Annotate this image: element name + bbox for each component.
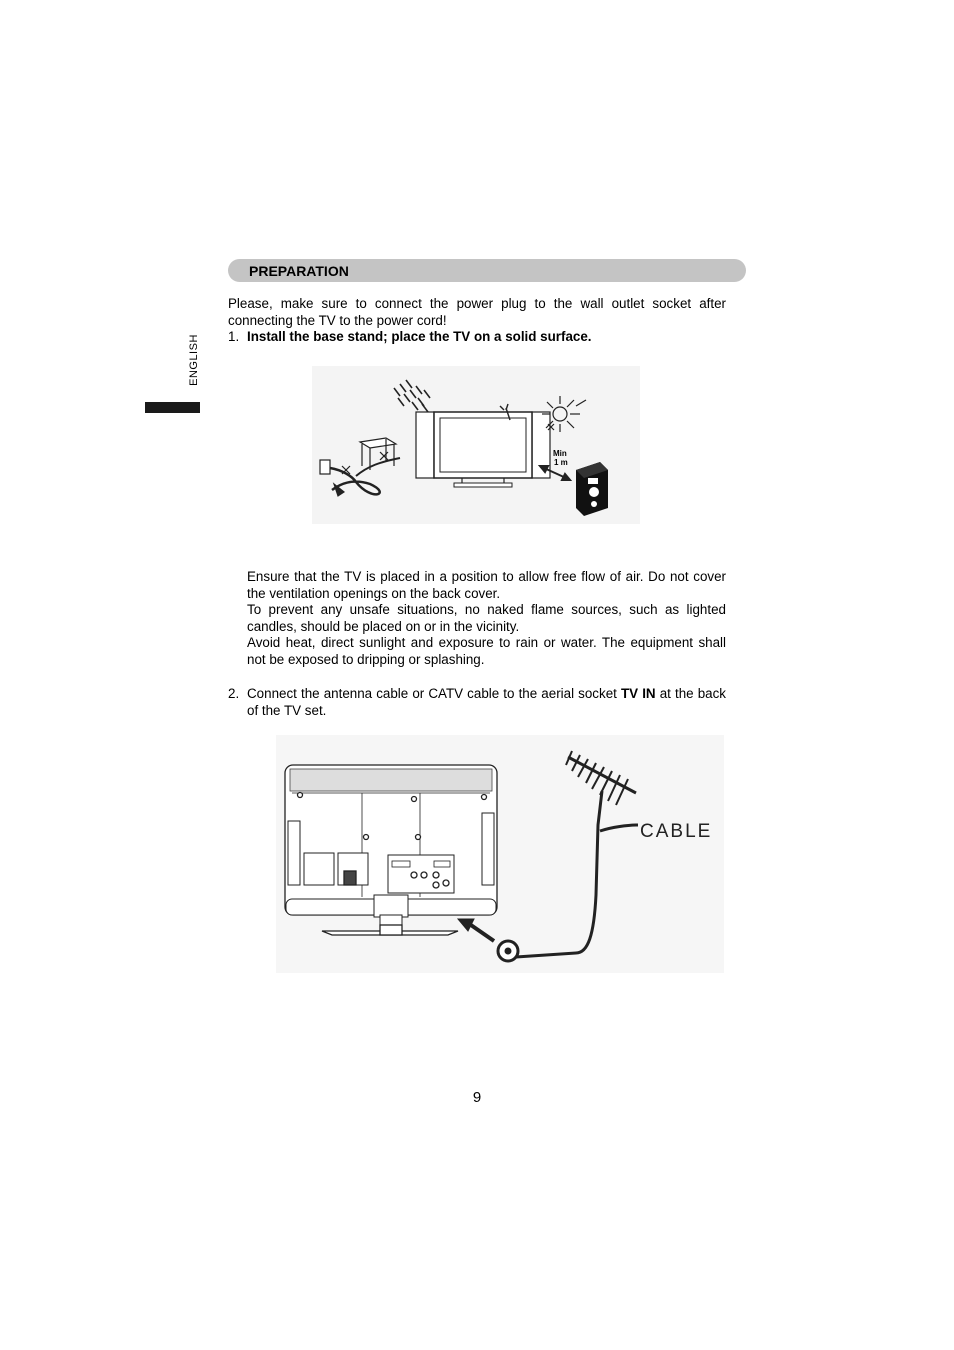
tv-back-icon [285,765,497,935]
coax-plug-icon [498,941,518,961]
section-header-bar [228,259,746,282]
intro-paragraph: Please, make sure to connect the power plug to the wall outlet socket after connecting the TV to the power cord! [228,296,726,328]
language-tab [183,330,205,390]
step-1-number: 1. [228,329,240,344]
page-number: 9 [472,1089,482,1106]
step-2-number: 2. [228,686,240,701]
warning-water: Avoid heat, direct sunlight and exposure to rain or water. The equipment shall not be exposed to dripping or splashing. [247,635,726,667]
step-1 [228,329,726,346]
antenna-connection-illustration [276,735,724,973]
step-2 [228,686,726,719]
cable-label: CABLE [640,821,713,842]
tv-front-icon [416,412,550,487]
step-2-text-end: at the back of the TV set. [247,686,727,718]
speaker-icon [576,462,608,516]
warning-ventilation: Ensure that the TV is placed in a position to allow free flow of air. Do not cover the ventilation openings on the back cover. [247,569,726,601]
step-2-text: Connect the antenna cable or CATV cable to the aerial socket [247,686,621,701]
min-label: Min [553,449,567,458]
language-label: ENGLISH [188,334,200,386]
placement-illustration [312,366,640,524]
language-marker [145,402,200,413]
section-title: PREPARATION [249,263,349,279]
step-1-text: Install the base stand; place the TV on a solid surface. [247,329,592,344]
warning-flame: To prevent any unsafe situations, no naked flame sources, such as lighted candles, should be placed on or in the vicinity. [247,602,726,634]
distance-label: 1 m [554,458,568,467]
tv-in-label: TV IN [620,686,656,701]
